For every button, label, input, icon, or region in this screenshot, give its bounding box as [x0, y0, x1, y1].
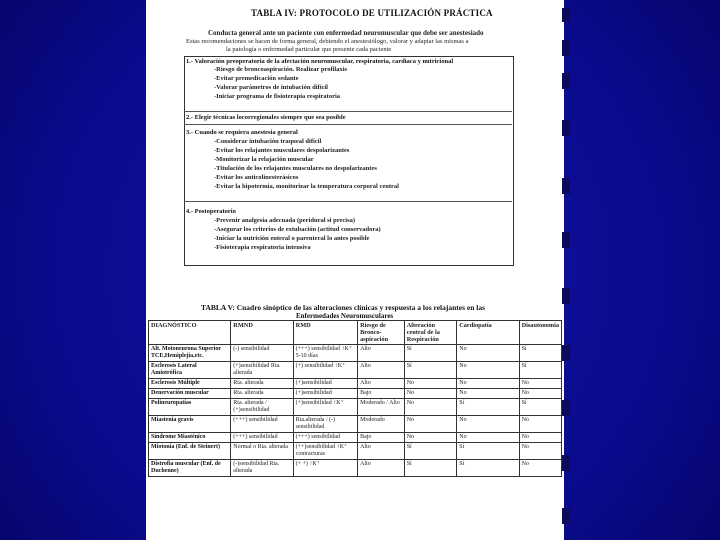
table-cell: Rta. alterada	[231, 379, 293, 389]
section-item: -Evitar los anticolinesterásicos	[214, 174, 299, 181]
table-cell: (+)sensibilidad	[293, 379, 357, 389]
table-cell: Normal o Rta. alterada	[231, 443, 293, 460]
table-cell: (+ +) ↑K⁺	[293, 460, 357, 477]
section-item: -Evitar la hipotermia, monitorizar la temperatura corporal central	[214, 183, 399, 190]
table-cell: Alto	[358, 362, 405, 379]
side-bar	[562, 178, 570, 194]
diagnosis-cell: Distrofia muscular (Enf. de Duchenne)	[149, 460, 231, 477]
table-cell: No	[519, 416, 561, 433]
table-row	[149, 399, 562, 416]
side-bar	[562, 40, 570, 56]
col-header: DIAGNÓSTICO	[149, 321, 231, 345]
table-cell: (+)sensibilidad	[293, 389, 357, 399]
table-cell: (+++) sensibilidad	[231, 433, 293, 443]
side-bar	[562, 73, 570, 89]
divider	[184, 111, 512, 112]
section-item: -Evitar los relajantes musculares despolarizantes	[214, 147, 350, 154]
diagnosis-cell: Miastenia gravis	[149, 416, 231, 433]
side-bar	[562, 8, 570, 22]
table-cell: Sí	[519, 362, 561, 379]
table-cell: Sí	[404, 460, 457, 477]
diagnosis-cell: Esclerosis Múltiple	[149, 379, 231, 389]
table-cell: Rta. alterada	[231, 389, 293, 399]
table-cell: No	[519, 379, 561, 389]
table4-note-line: la patología o enfermedad particular que presente cada paciente	[226, 46, 392, 53]
table-cell: No	[404, 379, 457, 389]
table-cell: Alto	[358, 379, 405, 389]
table-cell: Sí	[404, 443, 457, 460]
section-item: -Fisioterapia respiratoria intensiva	[214, 244, 311, 251]
table-cell: Alto	[358, 345, 405, 362]
diagnosis-cell: Denervación muscular	[149, 389, 231, 399]
table-row	[149, 443, 562, 460]
col-header: Cardiopatía	[457, 321, 519, 345]
table-cell: Sí	[404, 345, 457, 362]
table5-title-cont: Enfermedades Neuromusculares	[296, 312, 394, 320]
section-item: -Monitorizar la relajación muscular	[214, 156, 314, 163]
table-cell: Alto	[358, 460, 405, 477]
table4-title: TABLA IV: PROTOCOLO DE UTILIZACIÓN PRÁCTICA	[251, 8, 493, 18]
divider	[184, 124, 512, 125]
table-cell: No	[404, 389, 457, 399]
table5-title: TABLA V: Cuadro sinóptico de las alteraciones clínicas y respuesta a los relajantes en las	[201, 303, 486, 312]
table-cell: No	[519, 433, 561, 443]
table-cell: Sí	[457, 399, 519, 416]
col-header: Riesgo de Bronco-aspiración	[358, 321, 405, 345]
col-header: Alteración central de la Respiración	[404, 321, 457, 345]
diagnosis-cell: Miotonía (Enf. de Steinert)	[149, 443, 231, 460]
table-cell: No	[519, 460, 561, 477]
table-cell: No	[457, 389, 519, 399]
table-row	[149, 433, 562, 443]
section-item: -Riesgo de broncoaspiración. Realizar profilaxis	[214, 66, 348, 73]
divider	[184, 201, 512, 202]
diagnosis-cell: Síndrome Miasténico	[149, 433, 231, 443]
table-cell: (+)sensibilidad ↑K⁺	[293, 399, 357, 416]
table-cell: No	[404, 433, 457, 443]
table-row	[149, 416, 562, 433]
side-bar	[562, 232, 570, 248]
col-header: RMND	[231, 321, 293, 345]
table-cell: Sí	[457, 460, 519, 477]
table-row	[149, 389, 562, 399]
table5	[148, 320, 562, 477]
section-item: -Prevenir analgesia adecuada (peridural si precisa)	[214, 217, 356, 224]
table-cell: Rta.alterada / (-) sensibilidad	[293, 416, 357, 433]
section-heading: 2.- Elegir técnicas locorregionales siempre que sea posible	[186, 114, 346, 121]
side-bar	[562, 288, 570, 304]
table-cell: Moderado / Alto	[358, 399, 405, 416]
table4-note-line: Estas recomendaciones se hacen de forma general, debiendo el anestesiólogo, valorar y adaptar las mismas a	[186, 38, 469, 45]
table-cell: Sí	[519, 345, 561, 362]
table-cell: No	[457, 345, 519, 362]
table-cell: (++)sensibilidad ↑K⁺ contracturas	[293, 443, 357, 460]
table4-subtitle: Conducta general ante un paciente con enfermedad neuromuscular que debe ser anestesiado	[208, 29, 484, 37]
table-row	[149, 345, 562, 362]
table-cell: No	[457, 416, 519, 433]
table-cell: No	[404, 399, 457, 416]
slide-side-bars	[562, 0, 572, 540]
side-bar	[562, 345, 570, 361]
table-cell: (+)sensibilidad Rta. alterada	[231, 362, 293, 379]
table-cell: Sí	[519, 399, 561, 416]
section-item: -Iniciar programa de fisioterapia respiratoria	[214, 93, 341, 100]
document-page	[146, 0, 564, 540]
table-cell: No	[457, 433, 519, 443]
table-row	[149, 460, 562, 477]
section-item: -Valorar parámetros de intubación difícil	[214, 84, 328, 91]
table-cell: Bajo	[358, 389, 405, 399]
table-cell: (+++) sensibilidad ↑K⁺ 5-10 días	[293, 345, 357, 362]
table-cell: No	[519, 443, 561, 460]
table-cell: (+++) sensibilidad	[231, 416, 293, 433]
table-cell: No	[457, 379, 519, 389]
col-header: Disautonomía	[519, 321, 561, 345]
section-item: -Considerar intubación traqueal difícil	[214, 138, 322, 145]
table-cell: No	[404, 416, 457, 433]
table-cell: (+++) sensibilidad	[293, 433, 357, 443]
section-heading: 4.- Postoperatorio	[186, 208, 236, 215]
table-cell: (-) sensibilidad	[231, 345, 293, 362]
table-cell: Sí	[457, 443, 519, 460]
table-cell: (-)sensibilidad Rta. alterada	[231, 460, 293, 477]
diagnosis-cell: Polineuropatías	[149, 399, 231, 416]
table-cell: Alto	[358, 443, 405, 460]
table-row	[149, 379, 562, 389]
section-heading: 1.- Valoración preoperatoria de la afectación neuromuscular, respiratoria, cardiaca y nutricional	[186, 58, 454, 65]
table-cell: Bajo	[358, 433, 405, 443]
table-row	[149, 362, 562, 379]
table-cell: Moderado	[358, 416, 405, 433]
diagnosis-cell: Esclerosis Lateral Amiotrófica	[149, 362, 231, 379]
section-item: -Evitar premedicación sedante	[214, 75, 299, 82]
diagnosis-cell: Alt. Motoneurona Superior TCE,Hemiplejía,etc.	[149, 345, 231, 362]
table-cell: Rta. alterada / (+)sensibilidad	[231, 399, 293, 416]
table-cell: (+) sensibilidad ↑K⁺	[293, 362, 357, 379]
section-item: -Titulación de los relajantes musculares no despolarizantes	[214, 165, 377, 172]
section-heading: 3.- Cuando se requiera anestesia general	[186, 129, 298, 136]
side-bar	[562, 455, 570, 471]
table-cell: No	[457, 362, 519, 379]
side-bar	[562, 508, 570, 524]
table-cell: No	[519, 389, 561, 399]
side-bar	[562, 120, 570, 136]
table-cell: Sí	[404, 362, 457, 379]
table-header-row	[149, 321, 562, 345]
col-header: RMD	[293, 321, 357, 345]
side-bar	[562, 400, 570, 416]
section-item: -Asegurar los criterios de extubación (actitud conservadora)	[214, 226, 381, 233]
section-item: -Iniciar la nutrición enteral o parenteral lo antes posible	[214, 235, 370, 242]
